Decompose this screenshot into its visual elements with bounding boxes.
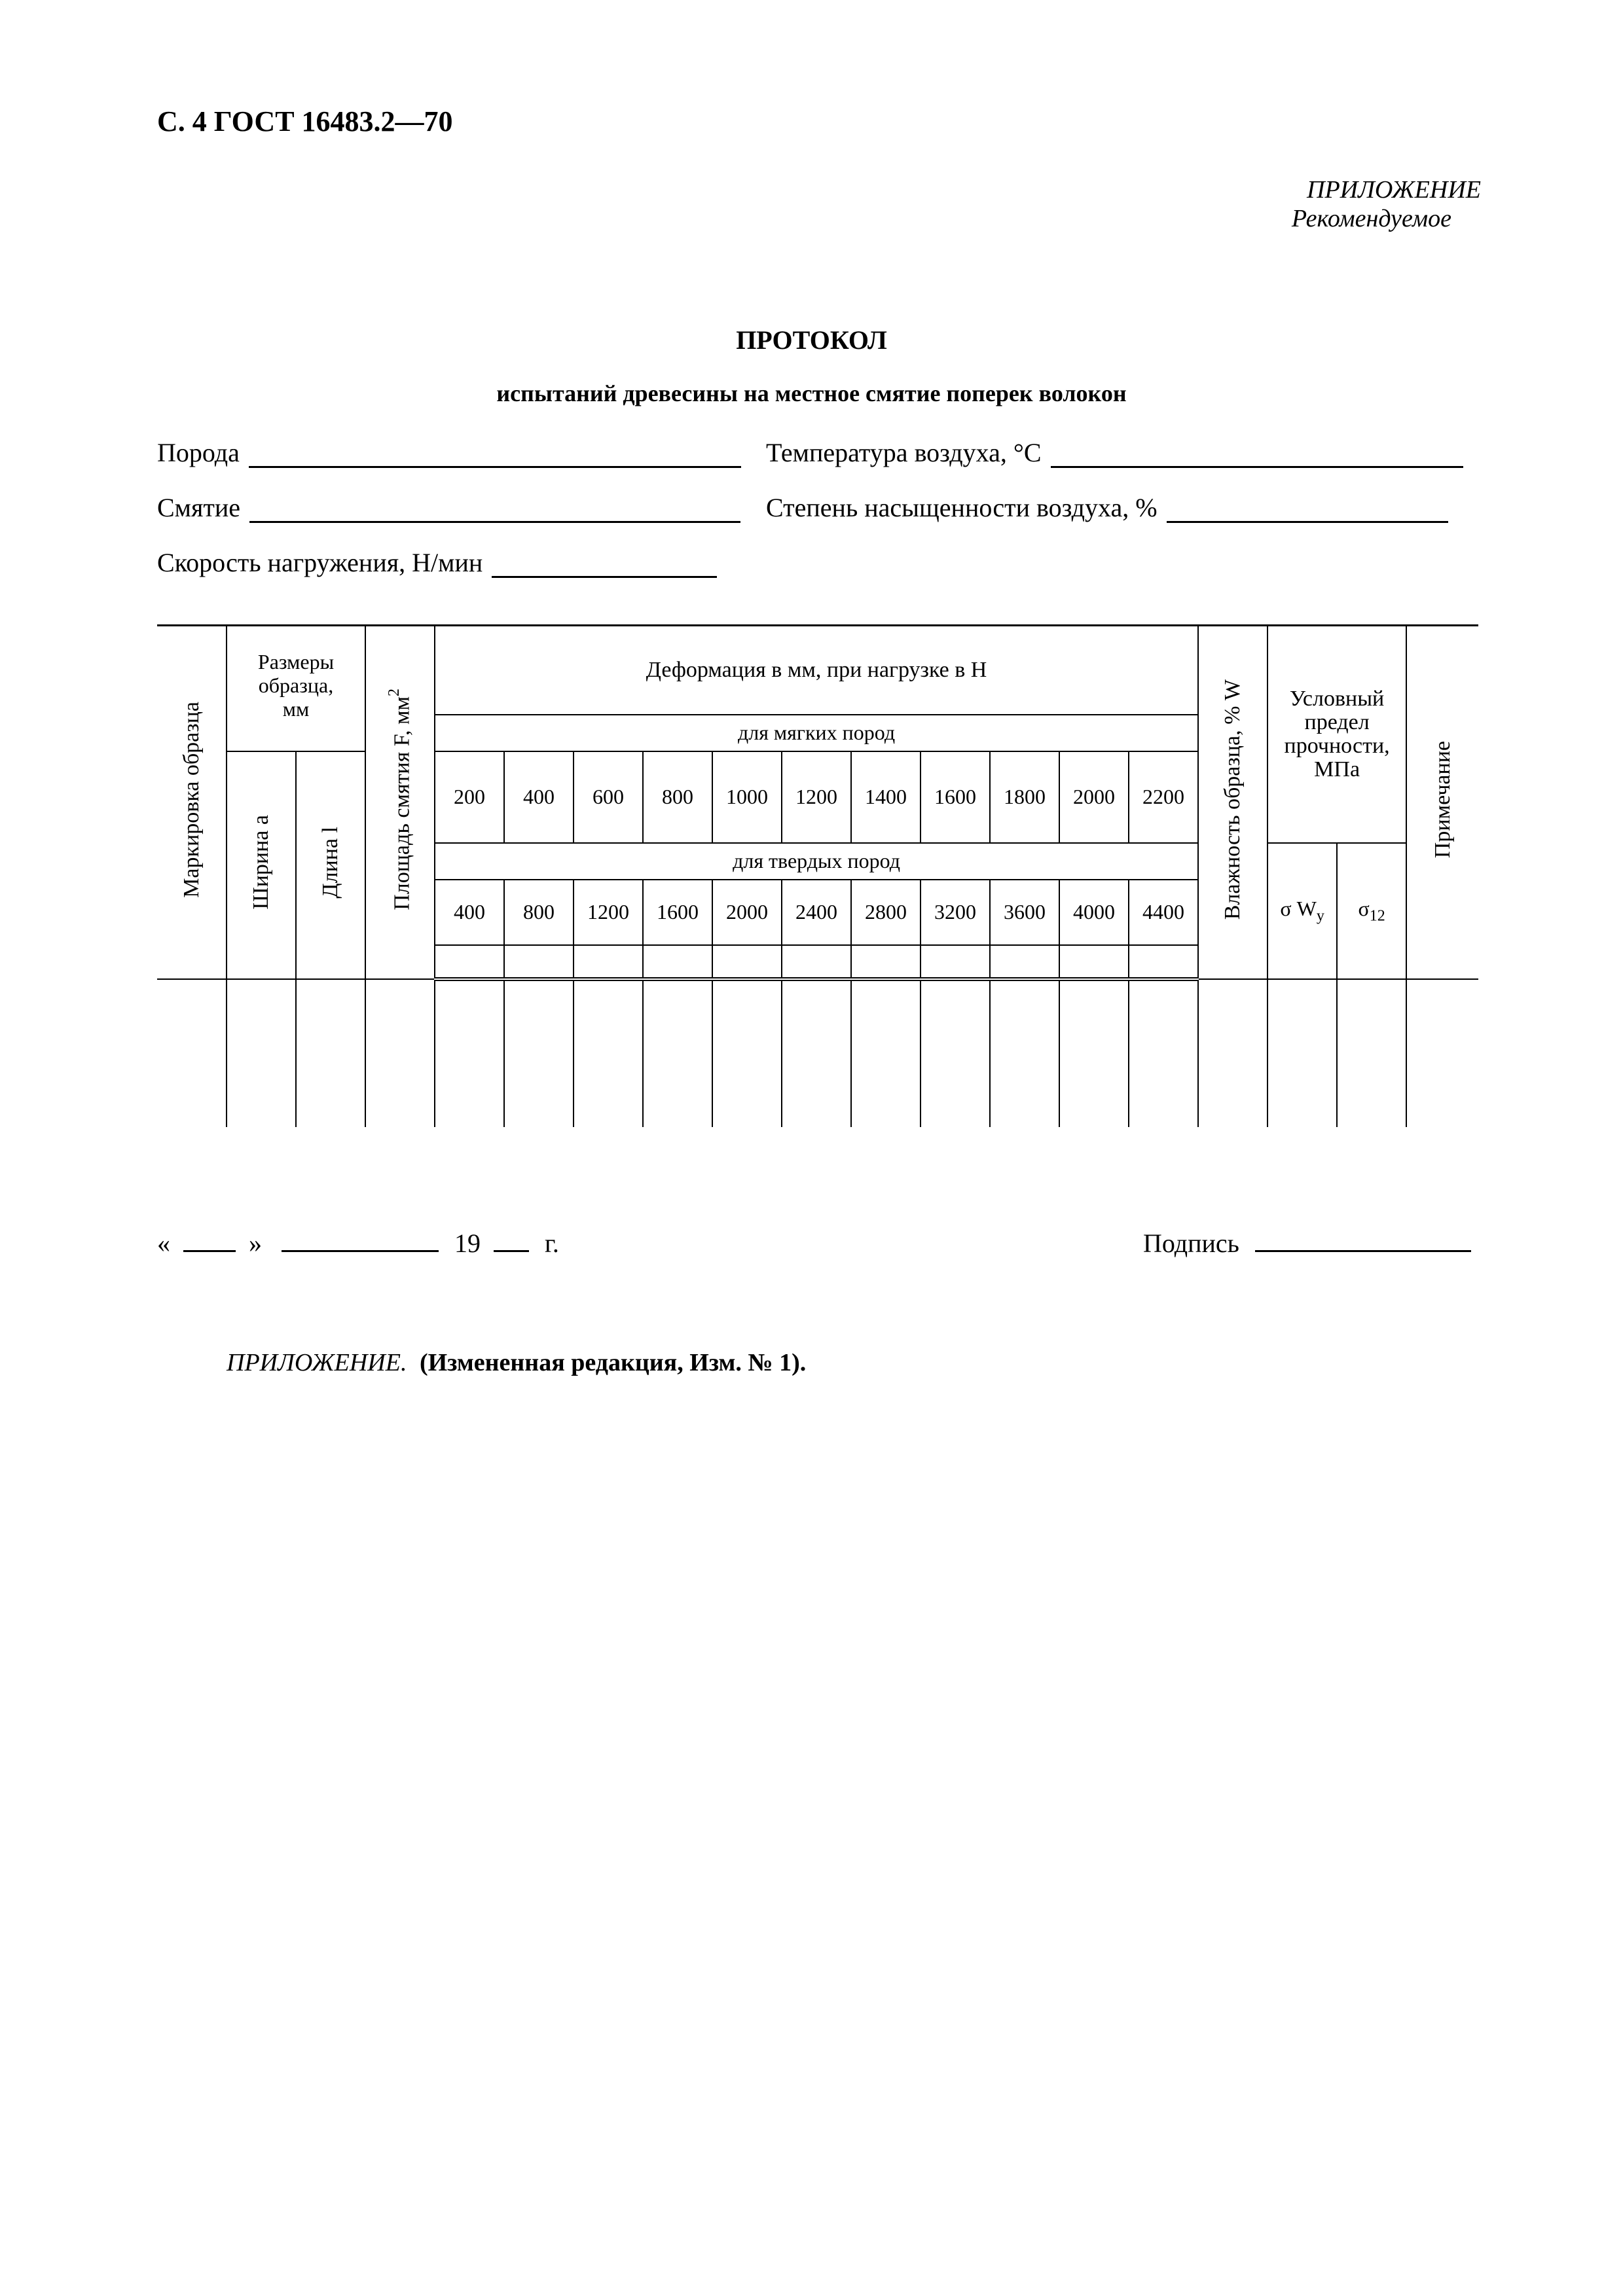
note-header: Примечание: [1406, 626, 1478, 979]
species-label: Порода: [157, 438, 240, 467]
air-temp-line[interactable]: [1051, 444, 1463, 468]
hard-load: 1600: [643, 880, 712, 945]
air-saturation-field[interactable]: [766, 492, 1448, 523]
hard-load: 800: [504, 880, 574, 945]
strength-header: Условный предел прочности, МПа: [1267, 626, 1406, 843]
air-temp-label: Температура воздуха, °С: [766, 438, 1042, 467]
soft-load: 1400: [851, 751, 921, 843]
sigma-w-header: σ $W_у$: [1267, 843, 1337, 979]
length-header: Длина l: [296, 751, 365, 979]
air-saturation-line[interactable]: [1167, 499, 1448, 523]
appendix-label: ПРИЛОЖЕНИЕ: [1307, 176, 1481, 204]
hard-load: 2000: [712, 880, 782, 945]
hard-load: 400: [435, 880, 504, 945]
loading-speed-line[interactable]: [492, 554, 717, 578]
hard-load: 3600: [990, 880, 1059, 945]
soft-load: 1600: [921, 751, 990, 843]
amendment-note: ПРИЛОЖЕНИЕ. (Измененная редакция, Изм. № 1).: [227, 1349, 807, 1376]
hard-species-label: для твердых пород: [435, 843, 1198, 880]
soft-load: 2000: [1059, 751, 1129, 843]
crushing-label: Смятие: [157, 493, 241, 522]
sizes-header: Размеры образца, мм: [227, 626, 365, 751]
soft-load: 2200: [1129, 751, 1198, 843]
soft-load: 1000: [712, 751, 782, 843]
species-line[interactable]: [249, 444, 741, 468]
deformation-header: Деформация в мм, при нагрузке в Н: [435, 626, 1198, 715]
hard-load: 4400: [1129, 880, 1198, 945]
air-saturation-label: Степень насыщенности воздуха, %: [766, 493, 1158, 522]
month-line[interactable]: [282, 1232, 439, 1252]
area-header: Площадь смятия F, $мм^2$: [365, 626, 435, 979]
hard-load: 2400: [782, 880, 851, 945]
soft-load: 200: [435, 751, 504, 843]
soft-species-label: для мягких пород: [435, 715, 1198, 751]
soft-load: 400: [504, 751, 574, 843]
soft-load: 800: [643, 751, 712, 843]
soft-load: 600: [574, 751, 643, 843]
signature-line[interactable]: [1255, 1232, 1471, 1252]
air-temp-field[interactable]: [766, 437, 1463, 468]
crushing-field[interactable]: [157, 492, 740, 523]
loading-speed-field[interactable]: [157, 547, 717, 578]
appendix-type: Рекомендуемое: [1291, 205, 1451, 232]
hard-load: 1200: [574, 880, 643, 945]
hard-load: 3200: [921, 880, 990, 945]
crushing-line[interactable]: [249, 499, 740, 523]
width-header: Ширина a: [227, 751, 296, 979]
hard-load: 2800: [851, 880, 921, 945]
hard-load: 4000: [1059, 880, 1129, 945]
marking-header: Маркировка образца: [157, 626, 227, 979]
soft-load: 1800: [990, 751, 1059, 843]
date-field[interactable]: « » 19 г.: [157, 1229, 559, 1258]
signature-field[interactable]: Подпись: [1143, 1228, 1471, 1259]
year-line[interactable]: [494, 1232, 529, 1252]
species-field[interactable]: [157, 437, 741, 468]
moisture-header: Влажность образца, % W: [1198, 626, 1267, 979]
sigma-12-header: $\sigma_{12}$: [1337, 843, 1406, 979]
protocol-table: [157, 624, 1478, 1127]
document-subtitle: испытаний древесины на местное смятие поперек волокон: [496, 380, 1127, 406]
loading-speed-label: Скорость нагружения, Н/мин: [157, 548, 483, 577]
document-title: ПРОТОКОЛ: [736, 325, 887, 355]
page-header: С. 4 ГОСТ 16483.2—70: [157, 105, 453, 137]
day-line[interactable]: [183, 1232, 236, 1252]
table-row: [157, 979, 1478, 1127]
soft-load: 1200: [782, 751, 851, 843]
